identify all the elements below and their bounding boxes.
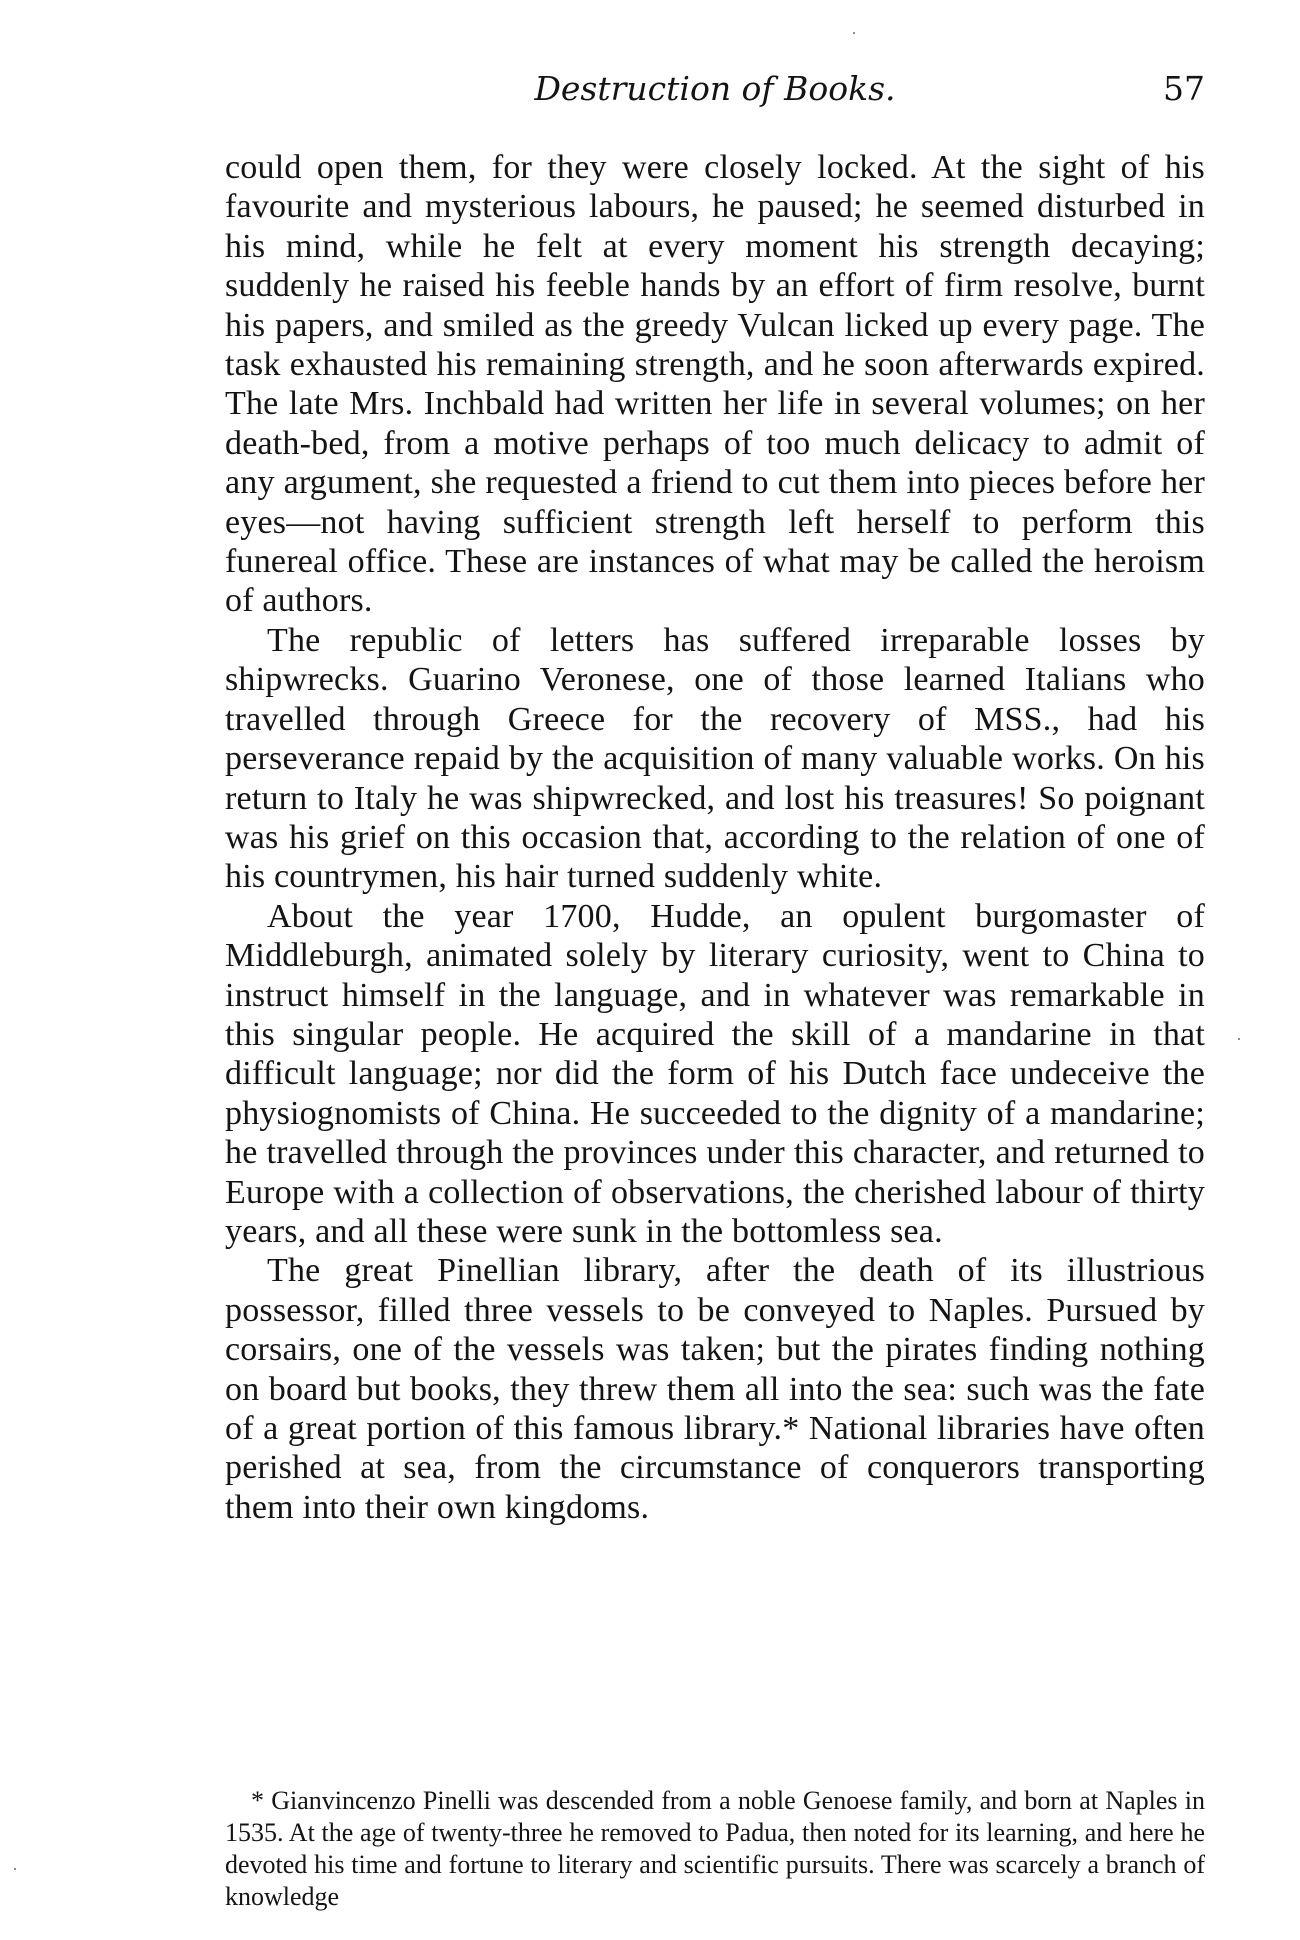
running-title: Destruction of Books.	[534, 69, 896, 108]
page-number: 57	[1163, 69, 1205, 108]
footnote-text: * Gianvincenzo Pinelli was descended from a noble Genoese family, and born at Naples in 1535. At the age of twenty-three he removed to Padua, then noted for its learning, and here he devoted his time and fortune to literary and scientific pursuits. There was scarcely a branch of knowledge	[225, 1786, 1205, 1911]
page-header	[225, 64, 1205, 114]
footnote	[225, 1785, 1205, 1913]
paper-speck	[1238, 1038, 1240, 1040]
paragraph: The great Pinellian library, after the death of its illustrious possessor, filled three vessels to be conveyed to Naples. Pursued by corsairs, one of the vessels was taken; but the pirates finding nothing on board but books, they threw them all into the sea: such was the fate of a great portion of this famous library.* National libraries have often perished at sea, from the circumstance of conquerors transporting them into their own kingdoms.	[225, 1252, 1205, 1526]
paragraph: The republic of letters has suffered irreparable losses by shipwrecks. Guarino Veronese, one of those learned Italians who travelled through Greece for the recovery of MSS., had his perseverance repaid by the acquisition of many valuable works. On his return to Italy he was shipwrecked, and lost his treasures! So poignant was his grief on this occasion that, according to the relation of one of his countrymen, his hair turned suddenly white.	[225, 621, 1205, 896]
paragraph: About the year 1700, Hudde, an opulent burgomaster of Middleburgh, animated solely by literary curiosity, went to China to instruct himself in the language, and in whatever was remarkable in this singular people. He acquired the skill of a mandarine in that difficult language; nor did the form of his Dutch face undeceive the physiognomists of China. He succeeded to the dignity of a mandarine; he travelled through the provinces under this character, and returned to Europe with a collection of observations, the cherished labour of thirty years, and all these were sunk in the bottomless sea.	[225, 897, 1205, 1250]
paper-speck	[14, 1868, 16, 1870]
paper-speck	[853, 32, 855, 34]
body-text	[225, 148, 1205, 1527]
paragraph: could open them, for they were closely locked. At the sight of his favourite and mysterious labours, he paused; he seemed disturbed in his mind, while he felt at every moment his strength decaying; suddenly he raised his feeble hands by an effort of firm resolve, burnt his papers, and smiled as the greedy Vulcan licked up every page. The task exhausted his remaining strength, and he soon afterwards expired. The late Mrs. Inchbald had written her life in several volumes; on her death-bed, from a motive perhaps of too much delicacy to admit of any argument, she requested a friend to cut them into pieces before her eyes—not having sufficient strength left herself to perform this funereal office. These are instances of what may be called the heroism of authors.	[225, 149, 1205, 620]
